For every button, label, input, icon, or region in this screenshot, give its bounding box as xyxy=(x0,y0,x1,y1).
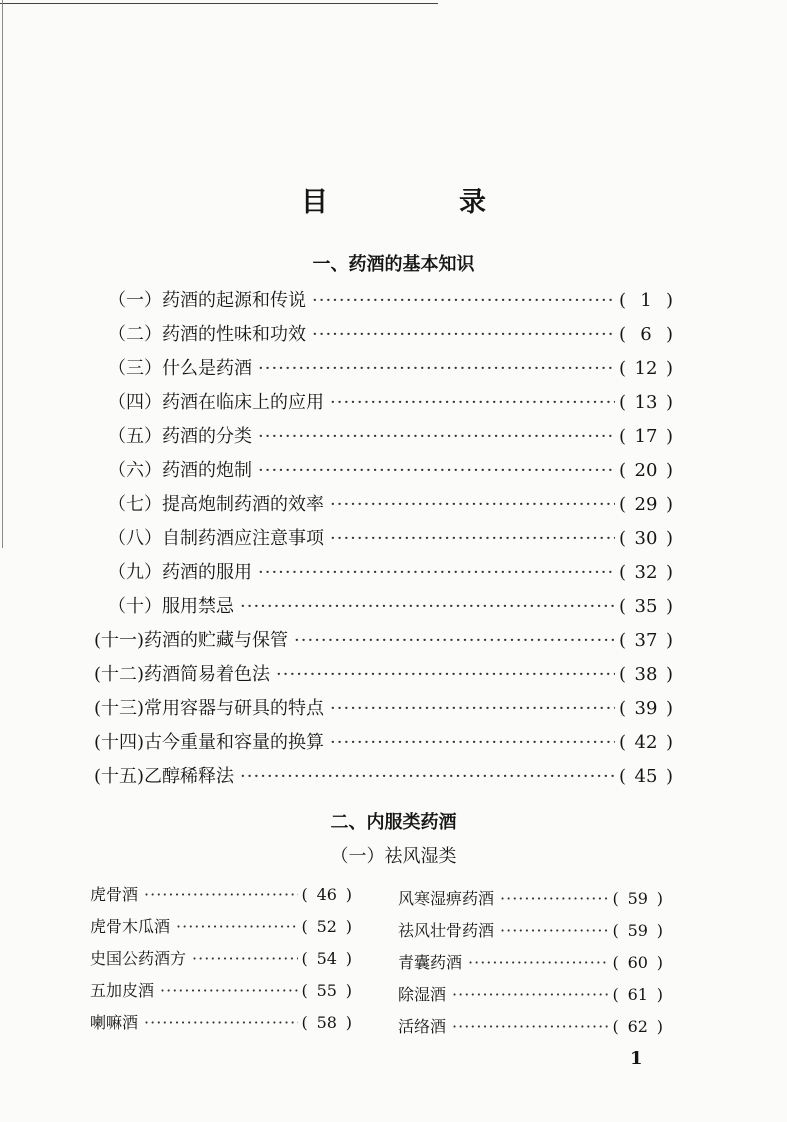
toc-entry-page: ( 61 ) xyxy=(612,985,663,1004)
leader-dots xyxy=(500,921,608,940)
toc-entry-label: （六）药酒的炮制 xyxy=(108,460,252,481)
toc-entry-page: ( 62 ) xyxy=(612,1017,663,1036)
toc-entry[interactable] xyxy=(90,1010,352,1038)
toc-entry-label: （四）药酒在临床上的应用 xyxy=(108,392,324,413)
leader-dots xyxy=(452,1017,608,1036)
toc-entry[interactable] xyxy=(90,946,352,974)
toc-entry-label: 除湿酒 xyxy=(398,985,447,1004)
toc-entry-label: (十三)常用容器与研具的特点 xyxy=(94,698,325,719)
toc-entry[interactable] xyxy=(108,354,673,384)
toc-entry-page: ( 59 ) xyxy=(612,921,663,940)
toc-entry-label: (十四)古今重量和容量的换算 xyxy=(94,732,325,753)
toc-entry-page: ( 46 ) xyxy=(301,885,352,904)
leader-dots xyxy=(258,358,615,379)
toc-entry-page: ( 54 ) xyxy=(301,949,352,968)
toc-entry[interactable] xyxy=(398,1014,663,1042)
leader-dots xyxy=(330,494,615,515)
toc-entry[interactable] xyxy=(90,882,352,910)
toc-entry-label: 青囊药酒 xyxy=(398,953,463,972)
leader-dots xyxy=(276,664,615,685)
toc-entry[interactable] xyxy=(108,524,673,554)
toc-entry-page: ( 30 ) xyxy=(618,528,673,549)
toc-entry-label: （一）药酒的起源和传说 xyxy=(108,290,306,311)
leader-dots xyxy=(144,885,297,904)
toc-entry-page: ( 1 ) xyxy=(618,290,673,311)
leader-dots xyxy=(452,985,608,1004)
leader-dots xyxy=(192,949,297,968)
toc-entry-page: ( 55 ) xyxy=(301,981,352,1000)
toc-entry[interactable] xyxy=(94,762,673,792)
leader-dots xyxy=(160,981,297,1000)
leader-dots xyxy=(468,953,608,972)
toc-entry-label: （十）服用禁忌 xyxy=(108,596,234,617)
toc-entry[interactable] xyxy=(94,728,673,758)
subsection-heading: （一）祛风湿类 xyxy=(330,846,457,867)
page-title: 目 录 xyxy=(301,187,538,218)
toc-entry[interactable] xyxy=(398,918,663,946)
toc-entry-page: ( 13 ) xyxy=(618,392,673,413)
leader-dots xyxy=(330,392,615,413)
toc-entry-page: ( 20 ) xyxy=(618,460,673,481)
toc-entry[interactable] xyxy=(108,558,673,588)
toc-entry[interactable] xyxy=(108,286,673,316)
toc-entry[interactable] xyxy=(398,982,663,1010)
toc-entry-label: 虎骨酒 xyxy=(90,885,139,904)
toc-entry-page: ( 59 ) xyxy=(612,889,663,908)
toc-entry-label: （二）药酒的性味和功效 xyxy=(108,324,306,345)
toc-entry[interactable] xyxy=(90,978,352,1006)
toc-entry[interactable] xyxy=(108,320,673,350)
toc-entry-page: ( 6 ) xyxy=(618,324,673,345)
toc-entry-label: 风寒湿痹药酒 xyxy=(398,889,495,908)
page-number: 1 xyxy=(630,1048,643,1069)
toc-entry-page: ( 32 ) xyxy=(618,562,673,583)
leader-dots xyxy=(312,290,615,311)
toc-entry-label: 活络酒 xyxy=(398,1017,447,1036)
toc-entry[interactable] xyxy=(108,490,673,520)
toc-entry-label: (十五)乙醇稀释法 xyxy=(94,766,235,787)
toc-entry[interactable] xyxy=(398,886,663,914)
toc-entry-page: ( 29 ) xyxy=(618,494,673,515)
toc-entry[interactable] xyxy=(94,626,673,656)
leader-dots xyxy=(500,889,608,908)
toc-entry-label: (十二)药酒简易着色法 xyxy=(94,664,271,685)
leader-dots xyxy=(312,324,615,345)
toc-entry-page: ( 38 ) xyxy=(618,664,673,685)
leader-dots xyxy=(240,766,615,787)
leader-dots xyxy=(240,596,615,617)
toc-entry-label: （三）什么是药酒 xyxy=(108,358,252,379)
toc-entry-label: （九）药酒的服用 xyxy=(108,562,252,583)
leader-dots xyxy=(258,460,615,481)
leader-dots xyxy=(294,630,615,651)
leader-dots xyxy=(258,562,615,583)
toc-entry[interactable] xyxy=(90,914,352,942)
toc-entry[interactable] xyxy=(108,456,673,486)
section-heading-2: 二、内服类药酒 xyxy=(330,812,457,833)
toc-entry-label: （八）自制药酒应注意事项 xyxy=(108,528,324,549)
toc-entry-page: ( 58 ) xyxy=(301,1013,352,1032)
toc-entry-label: (十一)药酒的贮藏与保管 xyxy=(94,630,289,651)
leader-dots xyxy=(144,1013,297,1032)
toc-entry-page: ( 45 ) xyxy=(618,766,673,787)
toc-entry-label: 祛风壮骨药酒 xyxy=(398,921,495,940)
leader-dots xyxy=(258,426,615,447)
top-rule xyxy=(0,3,438,4)
toc-entry-page: ( 60 ) xyxy=(612,953,663,972)
toc-entry-page: ( 52 ) xyxy=(301,917,352,936)
leader-dots xyxy=(176,917,297,936)
toc-entry-page: ( 35 ) xyxy=(618,596,673,617)
section-heading-1: 一、药酒的基本知识 xyxy=(312,254,475,275)
toc-entry-page: ( 42 ) xyxy=(618,732,673,753)
toc-entry[interactable] xyxy=(108,388,673,418)
toc-entry[interactable] xyxy=(94,660,673,690)
leader-dots xyxy=(330,698,615,719)
leader-dots xyxy=(330,732,615,753)
toc-entry-label: （五）药酒的分类 xyxy=(108,426,252,447)
toc-entry-page: ( 37 ) xyxy=(618,630,673,651)
toc-entry-page: ( 39 ) xyxy=(618,698,673,719)
toc-entry-label: 喇嘛酒 xyxy=(90,1013,139,1032)
toc-entry-page: ( 17 ) xyxy=(618,426,673,447)
toc-entry-label: 五加皮酒 xyxy=(90,981,155,1000)
toc-entry-label: （七）提高炮制药酒的效率 xyxy=(108,494,324,515)
toc-entry-label: 虎骨木瓜酒 xyxy=(90,917,171,936)
toc-entry[interactable] xyxy=(108,422,673,452)
toc-entry[interactable] xyxy=(94,694,673,724)
toc-entry[interactable] xyxy=(398,950,663,978)
toc-entry[interactable] xyxy=(108,592,673,622)
leader-dots xyxy=(330,528,615,549)
toc-entry-label: 史国公药酒方 xyxy=(90,949,187,968)
toc-entry-page: ( 12 ) xyxy=(618,358,673,379)
